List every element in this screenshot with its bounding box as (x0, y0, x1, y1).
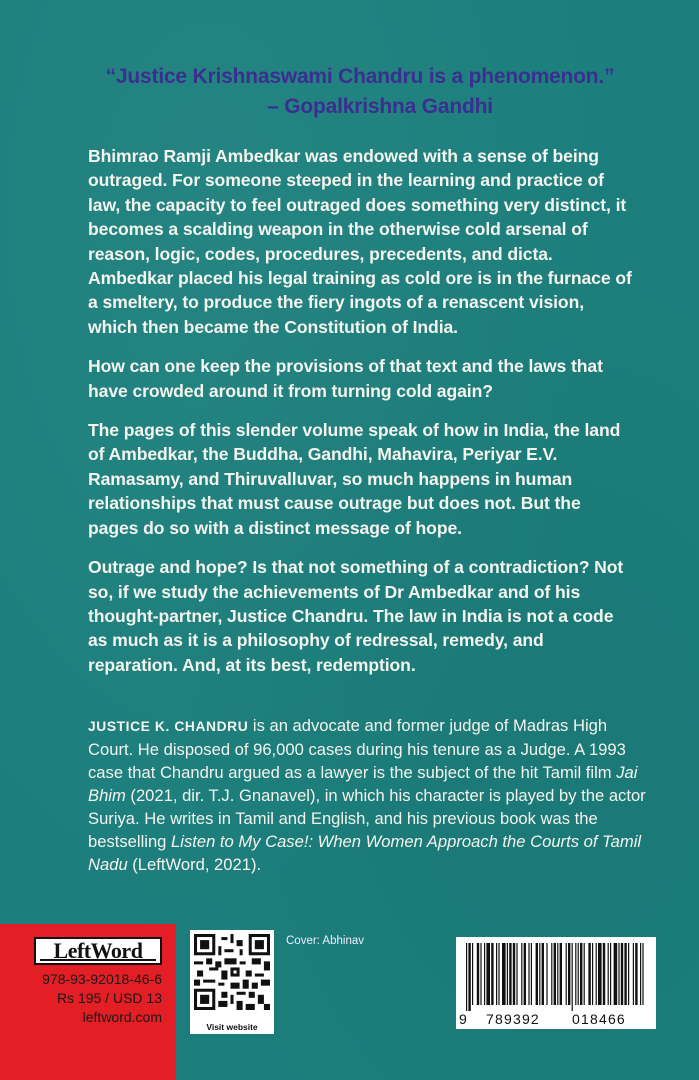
publisher-info (42, 970, 162, 1027)
barcode-group-2: 018466 (572, 1011, 626, 1027)
bio-text: is an advocate and former judge of Madras High Court. He disposed of 96,000 cases during his tenure as a Judge. A 1993 case that Chandru argued as a lawyer is the subject of the hit Tamil film (88, 716, 626, 782)
blurb (88, 144, 633, 692)
logo-text: LeftWord (53, 938, 143, 963)
blurb-paragraph: How can one keep the provisions of that text and the laws that have crowded around it from turning cold again? (88, 356, 603, 401)
barcode-lead-digit: 9 (459, 1011, 468, 1027)
book-title: Listen to My Case!: When Women Approach the Courts of Tamil Nadu (88, 832, 642, 874)
barcode-group-1: 789392 (486, 1011, 540, 1027)
quote-text: “Justice Krishnaswami Chandru is a phenomenon.” (105, 65, 615, 88)
bio-text: (LeftWord, 2021). (127, 855, 262, 874)
endorsement-quote (60, 62, 660, 122)
cover-credit: Cover: Abhinav (286, 935, 364, 947)
bio-text: (2021, dir. T.J. Gnanavel), in which his character is played by the actor Suriya. He writes in Tamil and English, and his previous book was the bestselling (88, 786, 646, 851)
isbn-barcode (456, 937, 656, 1029)
blurb-paragraph: Outrage and hope? Is that not something of a contradiction? Not so, if we study the achievements of Dr Ambedkar and of his thought-partner, Justice Chandru. The law in India is not a code as much as it is a philosophy of redressal, remedy, and reparation. And, at its best, redemption. (88, 557, 624, 675)
blurb-paragraph: The pages of this slender volume speak of how in India, the land of Ambedkar, the Buddha, Gandhi, Mahavira, Periyar E.V. Ramasamy, and Thiruvalluvar, so much happens in human relationships that must cause outrage but does not. But the pages do so with a distinct message of hope. (88, 420, 621, 538)
barcode-bars (466, 943, 646, 1011)
quote-attribution: – Gopalkrishna Gandhi (267, 95, 493, 118)
author-bio (88, 714, 648, 876)
author-name: JUSTICE K. CHANDRU (88, 719, 249, 734)
website-link[interactable]: leftword.com (82, 1009, 162, 1025)
price: Rs 195 / USD 13 (56, 990, 162, 1006)
qr-code[interactable] (190, 930, 274, 1034)
blurb-paragraph: Bhimrao Ramji Ambedkar was endowed with a sense of being outraged. For someone steeped in the learning and practice of law, the capacity to feel outraged does something very distinct, it becomes a scalding weapon in the otherwise cold arsenal of reason, logic, codes, procedures, precedents, and dicta. Ambedkar placed his legal training as cold ore is in the furnace of a smeltery, to produce the fiery ingots of a renascent vision, which then became the Constitution of India. (88, 146, 632, 337)
film-title: Jai Bhim (88, 763, 638, 805)
leftword-logo (34, 937, 162, 965)
isbn: 978-93-92018-46-6 (42, 971, 162, 987)
qr-icon (194, 934, 270, 1010)
qr-caption: Visit website (206, 1022, 258, 1032)
